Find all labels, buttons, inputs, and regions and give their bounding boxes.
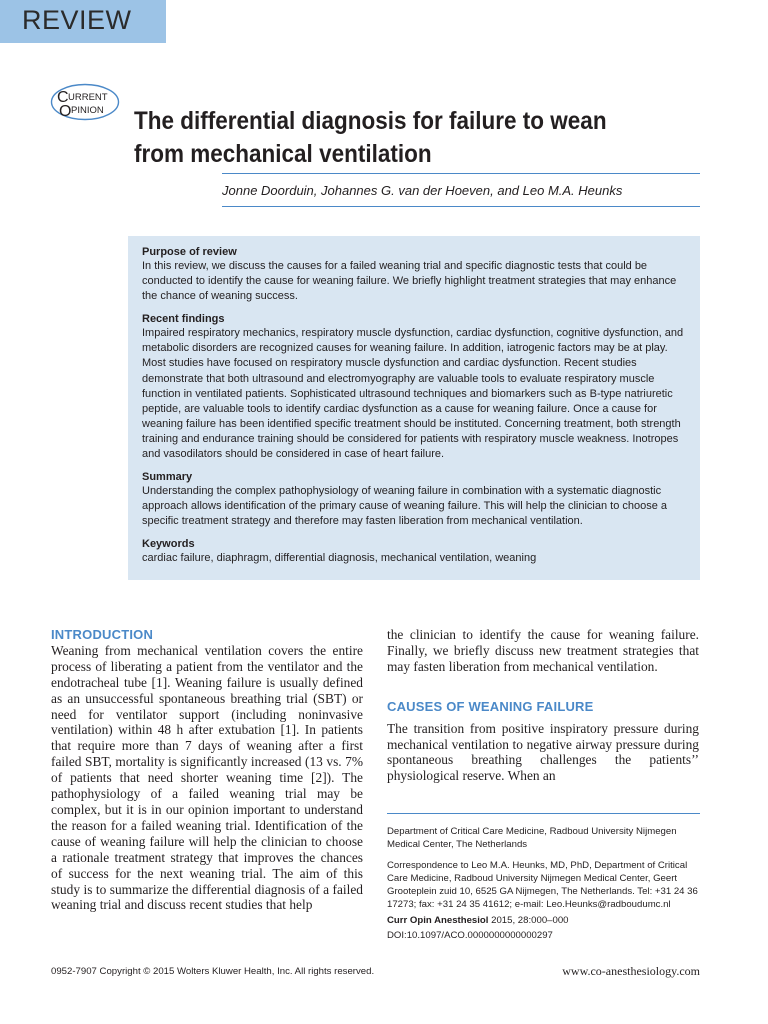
journal-label: Curr Opin Anesthesiol	[387, 915, 489, 926]
causes-heading: CAUSES OF WEANING FAILURE	[387, 698, 594, 714]
authors-top-rule	[222, 173, 700, 174]
purpose-heading: Purpose of review	[142, 246, 237, 258]
purpose-text: In this review, we discuss the causes for a failed weaning trial and specific diagnostic tests that could be conducted to identify the cause for weaning failure. We briefly highlight treatment strategies that may enhance the chance of weaning success.	[142, 260, 677, 303]
keywords-heading: Keywords	[142, 538, 195, 551]
journal-info: 2015, 28:000–000	[488, 915, 569, 926]
introduction-heading: INTRODUCTION	[51, 627, 154, 642]
right-column	[387, 627, 699, 784]
summary-heading: Summary	[142, 471, 193, 484]
footer-website[interactable]: www.co-anesthesiology.com	[562, 964, 700, 978]
introduction-continued: the clinician to identify the cause for weaning failure. Finally, we briefly discuss new treatment strategies that may fasten liberation from mechanical ventilation.	[387, 627, 699, 674]
affiliation-department: Department of Critical Care Medicine, Radboud University Nijmegen Medical Center, The Netherlands	[387, 826, 677, 850]
review-tab	[0, 0, 166, 43]
affiliation-correspondence: Correspondence to Leo M.A. Heunks, MD, PhD, Department of Critical Care Medicine, Radboud University Nijmegen Medical Center, Geert Grooteplein zuid 10, 6525 GA Nijmegen, The Netherlands. Tel: +31 24 36 17273; fax: +31 24 35 41612; e-mail: Leo.Heunks@radboudumc.nl	[387, 860, 698, 910]
causes-text: The transition from positive inspiratory pressure during mechanical ventilation to negative airway pressure during spontaneous breathing challenges the patients’’ physiological reserve. When an	[387, 720, 699, 784]
left-column	[51, 627, 363, 913]
abstract-box	[128, 236, 700, 580]
keywords-text: cardiac failure, diaphragm, differential diagnosis, mechanical ventilation, weaning	[142, 552, 537, 565]
article-authors: Jonne Doorduin, Johannes G. van der Hoeven, and Leo M.A. Heunks	[222, 183, 623, 198]
logo-line2: PINION	[71, 105, 104, 116]
article-title: The differential diagnosis for failure to wean from mechanical ventilation	[134, 106, 607, 168]
logo-o: O	[59, 103, 72, 120]
doi: DOI:10.1097/ACO.0000000000000297	[387, 930, 553, 941]
current-opinion-logo	[50, 83, 120, 121]
review-label: REVIEW	[22, 5, 132, 35]
findings-heading: Recent findings	[142, 313, 225, 326]
logo-line1: URRENT	[68, 92, 108, 103]
current-opinion-logo-icon	[50, 83, 120, 121]
introduction-text: Weaning from mechanical ventilation covers the entire process of liberating a patient from the ventilator and the endotracheal tube [1]. Weaning failure is usually defined as an unsuccessful spontaneous breathing trial (SBT) or need for ventilator support (including noninvasive ventilation) within 48 h after extubation [1]. In patients that require more than 7 days of weaning after a first failed SBT, mortality is significantly increased (13 vs. 7% of patients that need shorter weaning time [2]). The pathophysiology of a failed weaning trial may be complex, but it is in our opinion important to understand the reason for a failed weaning trial. Identification of the cause of weaning failure will help the clinician to choose a rationale treatment strategy that improves the chances of success for the next weaning trial. The aim of this study is to summarize the differential diagnosis of a failed weaning trial and discuss recent studies that help	[51, 642, 363, 913]
authors-bottom-rule	[222, 206, 700, 207]
footer-copyright: 0952-7907 Copyright © 2015 Wolters Kluwer Health, Inc. All rights reserved.	[51, 966, 375, 977]
journal-citation	[387, 914, 700, 927]
logo-c: C	[57, 89, 69, 106]
findings-text: Impaired respiratory mechanics, respiratory muscle dysfunction, cardiac dysfunction, cognitive dysfunction, and metabolic disorders are recognized causes for weaning failure. In addition, iatrogenic factors may be at play. Most studies have focused on respiratory muscle dysfunction and cardiac dysfunction. Recent studies demonstrate that both ultrasound and electromyography are valuable tools to evaluate respiratory muscle function in ventilated patients. Sophisticated ultrasound techniques and biomarkers such as B-type natriuretic peptide, are valuable tools to identify cardiac dysfunction as a cause for weaning failure. Once a cause for weaning failure has been identified specific treatment should be instituted. Concerning treatment, both strength training and endurance training should be considered for patients with respiratory muscle weakness. Inotropes and vasodilators should be considered in case of heart failure.	[142, 327, 684, 461]
affiliation-rule	[387, 813, 700, 814]
summary-text: Understanding the complex pathophysiology of weaning failure in combination with a systematic diagnostic approach allows identification of the primary cause of weaning failure. This will help the clinician to choose a specific treatment strategy and therefore may fasten liberation from mechanical ventilation.	[142, 485, 668, 528]
